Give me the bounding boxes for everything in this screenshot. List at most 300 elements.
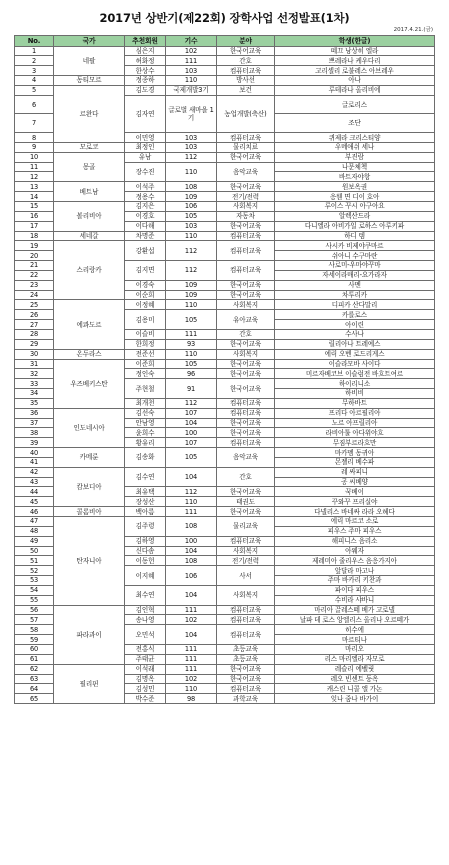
table-cell: 글로리스 [275,95,435,114]
table-cell: 23 [15,280,54,290]
table-cell: 107 [166,408,217,418]
table-cell: 15 [15,202,54,212]
table-row [15,467,435,477]
table-cell: 날파 데 로스 앙엘리스 올리나 오르떼가 [275,615,435,625]
table-cell: 캐스린 니콜 앨 가논 [275,684,435,694]
table-cell: 루이스 꾸시 아구아요 [275,202,435,212]
table-cell: 미르자베코브 이슬럼전 바흐트여르 [275,369,435,379]
table-cell: 전준선 [125,349,166,359]
table-cell: 모로코 [54,142,125,152]
table-cell: 에릭 오벤 로드리게스 [275,349,435,359]
table-cell: 해피니스 음리소 [275,536,435,546]
table-cell: 한국어교육 [217,487,275,497]
table-cell: 오민석 [125,625,166,645]
table-cell: 9 [15,142,54,152]
table-cell: 마리오 [275,644,435,654]
table-cell: 간호 [217,329,275,339]
table-cell: 103 [166,66,217,76]
table-cell: 하이리니소 [275,379,435,389]
table-cell: 108 [166,517,217,537]
table-cell: 컴퓨터교육 [217,133,275,143]
table-cell: 28 [15,329,54,339]
table-cell: 사멘 [275,280,435,290]
table-cell: 112 [166,152,217,162]
table-row [15,76,435,86]
page-title: 2017년 상반기(제22회) 장학사업 선정발표(1차) [99,11,350,25]
table-row [15,359,435,369]
table-row [15,85,435,95]
table-cell: 공 씨베양 [275,477,435,487]
table-cell: 차명준 [125,231,166,241]
table-cell: 한국어교육 [217,221,275,231]
table-cell: 104 [166,585,217,605]
table-cell: 25 [15,300,54,310]
table-cell: 윤희수 [125,428,166,438]
table-cell: 60 [15,644,54,654]
table-cell: 110 [166,497,217,507]
table-cell: 볼리비아 [54,202,125,232]
table-cell: 100 [166,428,217,438]
table-cell: 33 [15,379,54,389]
table-cell: 이지혜 [125,566,166,586]
table-cell: 장성산 [125,497,166,507]
table-cell: 심은지 [125,46,166,56]
table-cell: 레오 빈센트 둥옥 [275,674,435,684]
table-cell: 한국어교육 [217,182,275,192]
table-cell: 50 [15,546,54,556]
table-cell: 59 [15,635,54,645]
table-cell: 간호 [217,467,275,487]
table-cell: 105 [166,448,217,468]
table-cell: 한상수 [125,66,166,76]
table-cell: 아나 [275,76,435,86]
table-cell: 12 [15,172,54,182]
table-cell: 24 [15,290,54,300]
table-cell: 111 [166,654,217,664]
table-cell: 최유택 [125,487,166,497]
table-cell: 58 [15,625,54,635]
table-cell: 우메애쉬 세나 [275,142,435,152]
table-cell: 110 [166,300,217,310]
table-cell: 김도경 [125,85,166,95]
table-cell: 한국어교육 [217,152,275,162]
table-cell: 에콰도르 [54,300,125,349]
table-cell: 54 [15,585,54,595]
table-cell: 57 [15,615,54,625]
table-cell: 102 [166,615,217,625]
table-cell: 초등교육 [217,654,275,664]
table-cell: 6 [15,95,54,114]
table-cell: 19 [15,241,54,251]
table-cell: 48 [15,526,54,536]
table-cell: 46 [15,507,54,517]
table-cell: 사회복지 [217,585,275,605]
table-cell: 음악교육 [217,448,275,468]
table-cell: 마카멤 동귀아 [275,448,435,458]
table-cell: 정용수 [125,192,166,202]
table-body [15,46,435,704]
table-cell: 105 [166,359,217,369]
table-cell: 에릭 마르코 소로 [275,517,435,527]
table-cell: 떼끄 낭상히 엘라 [275,46,435,56]
table-cell: 이준희 [125,359,166,369]
table-cell: 음악교육 [217,162,275,182]
table-cell: 98 [166,694,217,704]
table-cell: 물리교육 [217,517,275,537]
table-cell: 한국어교육 [217,290,275,300]
table-cell: 한국어교육 [217,418,275,428]
table-cell: 106 [166,566,217,586]
table-cell: 110 [166,349,217,359]
table-cell: 정인숙 [125,369,166,379]
table-cell: 110 [166,76,217,86]
table-cell: 112 [166,241,217,261]
table-cell: 최정인 [125,142,166,152]
table-cell: 박수준 [125,694,166,704]
table-cell: 나문체첵 [275,162,435,172]
table-cell: 111 [166,664,217,674]
table-cell: 고리셸리 로불레스 아브레우 [275,66,435,76]
table-cell: 한국어교육 [217,369,275,379]
table-cell: 한국어교육 [217,379,275,399]
table-cell: 93 [166,339,217,349]
table-cell: 한국어교육 [217,674,275,684]
header-country: 국가 [54,36,125,47]
table-cell: 퀴제라 크리스티양 [275,133,435,143]
table-cell: 간호 [217,56,275,66]
table-cell: 사회복지 [217,202,275,212]
table-cell: 62 [15,664,54,674]
table-cell: 정종하 [125,76,166,86]
table-cell: 태권도 [217,497,275,507]
table-cell: 17 [15,221,54,231]
table-row [15,408,435,418]
table-cell: 알렉산드라 [275,211,435,221]
table-cell: 다니엘라 아비가일 로하스 아루키파 [275,221,435,231]
table-cell: 글로벌 새마을 1기 [166,95,217,132]
table-cell: 이석주 [125,182,166,192]
table-cell: 차투리카 [275,290,435,300]
table-cell: 국제개발3기 [166,85,217,95]
table-cell: 8 [15,133,54,143]
table-row [15,231,435,241]
document-date: 2017.4.21.(금) [393,27,433,33]
table-cell: 몽골 [54,152,125,182]
table-cell: 컴퓨터교육 [217,605,275,615]
table-cell: 김선숙 [125,408,166,418]
table-cell: 김명옥 [125,674,166,684]
table-row [15,241,435,251]
header-recommender: 추천회원 [125,36,166,47]
table-cell: 한국어교육 [217,280,275,290]
table-cell: 레슬리 에벨릿 [275,664,435,674]
table-cell: 컴퓨터교육 [217,615,275,625]
header-no: No. [15,36,54,47]
table-cell: 유남 [125,152,166,162]
table-cell: 부진람 [275,152,435,162]
table-cell: 111 [166,56,217,66]
table-cell: 51 [15,556,54,566]
table-cell: 프리다 아르필리아 [275,408,435,418]
table-cell: 마리아 끌레스떼 베가 고로넬 [275,605,435,615]
table-cell: 22 [15,270,54,280]
table-cell: 피우스 주마 피우스 [275,526,435,536]
table-header-row [15,36,435,47]
table-cell: 91 [166,379,217,399]
table-cell: 111 [166,605,217,615]
table-cell: 컴퓨터교육 [217,398,275,408]
table-cell: 과학교육 [217,694,275,704]
table-cell: 102 [166,674,217,684]
table-cell: 40 [15,448,54,458]
table-cell: 4 [15,76,54,86]
table-cell: 112 [166,261,217,281]
table-row [15,605,435,615]
table-cell: 112 [166,398,217,408]
header-field: 분야 [217,36,275,47]
table-cell: 105 [166,310,217,330]
table-cell: 14 [15,192,54,202]
table-cell: 컴퓨터교육 [217,438,275,448]
table-row [15,46,435,56]
table-cell: 39 [15,438,54,448]
table-cell: 김용미 [125,310,166,330]
table-cell: 110 [166,231,217,241]
table-cell: 7 [15,114,54,133]
table-cell: 37 [15,418,54,428]
table-cell: 이동헌 [125,556,166,566]
table-cell: 96 [166,369,217,379]
table-cell: 수비라 샤바니 [275,595,435,605]
table-cell: 이경숙 [125,280,166,290]
table-cell: 온두라스 [54,349,125,359]
table-cell: 이슬비 [125,329,166,339]
table-cell: 사시카 비제야쿠마르 [275,241,435,251]
table-cell: 마르티나 [275,635,435,645]
table-cell: 컴퓨터교육 [217,241,275,261]
table-cell: 주태균 [125,654,166,664]
table-cell: 사회복지 [217,546,275,556]
table-cell: 102 [166,46,217,56]
table-cell: 13 [15,182,54,192]
table-cell: 아이린 [275,320,435,330]
table-cell: 콜롬비아 [54,507,125,517]
table-cell: 허화정 [125,56,166,66]
table-cell: 필리핀 [54,664,125,703]
table-cell: 111 [166,507,217,517]
table-cell: 108 [166,182,217,192]
table-cell: 42 [15,467,54,477]
table-cell: 사로미-우마야꾸마 [275,261,435,271]
header-cohort: 기수 [166,36,217,47]
table-cell: 신다솜 [125,546,166,556]
table-row [15,142,435,152]
table-row [15,349,435,359]
table-cell: 무하바트 [275,398,435,408]
table-cell: 49 [15,536,54,546]
table-cell: 강환섭 [125,241,166,261]
table-cell: 컴퓨터교육 [217,536,275,546]
table-cell: 104 [166,546,217,556]
table-cell: 1 [15,46,54,56]
table-cell: 한국어교육 [217,428,275,438]
table-cell: 보건 [217,85,275,95]
table-cell: 하비비 [275,389,435,399]
table-cell: 주마 바카리 키찬과 [275,576,435,586]
table-cell: 105 [166,211,217,221]
table-cell: 르완다 [54,85,125,142]
table-cell: 황유리 [125,438,166,448]
table-row [15,448,435,458]
table-cell: 63 [15,674,54,684]
table-cell: 리스 마리엘라 자모로 [275,654,435,664]
scholarship-table [14,35,435,704]
table-cell: 루테라나 올리비에 [275,85,435,95]
table-cell: 32 [15,369,54,379]
table-cell: 최수연 [125,585,166,605]
table-cell: 112 [166,487,217,497]
table-cell: 56 [15,605,54,615]
table-cell: 노르 아프릴리아 [275,418,435,428]
table-cell: 20 [15,251,54,261]
table-cell: 백아름 [125,507,166,517]
table-cell: 잊나 줌나 바가이 [275,694,435,704]
table-cell: 104 [166,625,217,645]
table-cell: 방사선 [217,76,275,86]
table-cell: 21 [15,261,54,271]
table-cell: 110 [166,684,217,694]
table-cell: 한희정 [125,339,166,349]
table-cell: 김주령 [125,517,166,537]
table-cell: 103 [166,142,217,152]
table-cell: 27 [15,320,54,330]
table-cell: 김자연 [125,95,166,132]
table-cell: 컴퓨터교육 [217,408,275,418]
table-cell: 11 [15,162,54,172]
table-cell: 43 [15,477,54,487]
table-cell: 55 [15,595,54,605]
table-cell: 다넬리스 바네싸 라라 오헤다 [275,507,435,517]
table-cell: 김하영 [125,536,166,546]
table-cell: 61 [15,654,54,664]
table-cell: 45 [15,497,54,507]
table-cell: 컴퓨터교육 [217,684,275,694]
table-cell: 65 [15,694,54,704]
table-cell: 38 [15,428,54,438]
table-cell: 35 [15,398,54,408]
table-cell: 초등교육 [217,644,275,654]
table-cell: 26 [15,310,54,320]
table-cell: 동티모르 [54,76,125,86]
table-cell: 네팔 [54,46,125,76]
table-cell: 김지면 [125,261,166,281]
table-cell: 컴퓨터교육 [217,231,275,241]
table-cell: 109 [166,290,217,300]
table-cell: 장수진 [125,162,166,182]
table-cell: 이민영 [125,133,166,143]
table-cell: 주현철 [125,379,166,399]
table-cell: 하디 템 [275,231,435,241]
table-cell: 전기/전력 [217,192,275,202]
table-cell: 자세이라매리-요가라자 [275,270,435,280]
table-cell: 디피카 산다말리 [275,300,435,310]
table-cell: 111 [166,329,217,339]
table-cell: 2 [15,56,54,66]
table-cell: 파이다 피우스 [275,585,435,595]
table-cell: 이다해 [125,221,166,231]
table-cell: 한국어교육 [217,507,275,517]
table-cell: 34 [15,389,54,399]
table-cell: 104 [166,467,217,487]
table-cell: 이슬라모바 사이다 [275,359,435,369]
table-cell: 김수연 [125,467,166,487]
table-cell: 조단 [275,114,435,133]
table-cell: 31 [15,359,54,369]
table-cell: 109 [166,192,217,202]
table-cell: 꾹베이 [275,487,435,497]
header-student: 학생(한글) [275,36,435,47]
table-cell: 원보옥권 [275,182,435,192]
table-cell: 107 [166,438,217,448]
table-cell: 한국어교육 [217,664,275,674]
table-cell: 앞달라 마고나 [275,566,435,576]
table-cell: 한국어교육 [217,339,275,349]
table-cell: 5 [15,85,54,95]
table-cell: 108 [166,556,217,566]
table-row [15,152,435,162]
table-cell: 64 [15,684,54,694]
table-cell: 김송화 [125,448,166,468]
table-cell: 물리치료 [217,142,275,152]
table-cell: 히수에 [275,625,435,635]
table-row [15,664,435,674]
table-cell: 109 [166,280,217,290]
table-cell: 유아교육 [217,310,275,330]
table-row [15,182,435,192]
table-cell: 아웨자 [275,546,435,556]
table-cell: 104 [166,418,217,428]
table-cell: 사회복지 [217,300,275,310]
table-cell: 자동차 [217,211,275,221]
table-cell: 3 [15,66,54,76]
table-cell: 카메룬 [54,448,125,468]
table-cell: 이순희 [125,290,166,300]
table-cell: 전기/전력 [217,556,275,566]
table-cell: 김지은 [125,202,166,212]
table-cell: 최개천 [125,398,166,408]
table-cell: 쁘레라나 케우다리 [275,56,435,66]
table-cell: 44 [15,487,54,497]
table-cell: 52 [15,566,54,576]
table-cell: 수사나 [275,329,435,339]
table-cell: 세네갈 [54,231,125,241]
table-cell: 30 [15,349,54,359]
table-cell: 스리랑카 [54,241,125,300]
table-cell: 이경호 [125,211,166,221]
table-cell: 레 싸피니 [275,467,435,477]
table-cell: 사회복지 [217,349,275,359]
table-cell: 103 [166,133,217,143]
table-cell: 36 [15,408,54,418]
table-cell: 몬젤리 베수파 [275,457,435,467]
table-cell: 파라과이 [54,605,125,664]
table-cell: 한국어교육 [217,359,275,369]
table-cell: 103 [166,221,217,231]
table-cell: 110 [166,162,217,182]
table-cell: 우즈베키스탄 [54,359,125,408]
table-cell: 29 [15,339,54,349]
table-cell: 농업개발(축산) [217,95,275,132]
